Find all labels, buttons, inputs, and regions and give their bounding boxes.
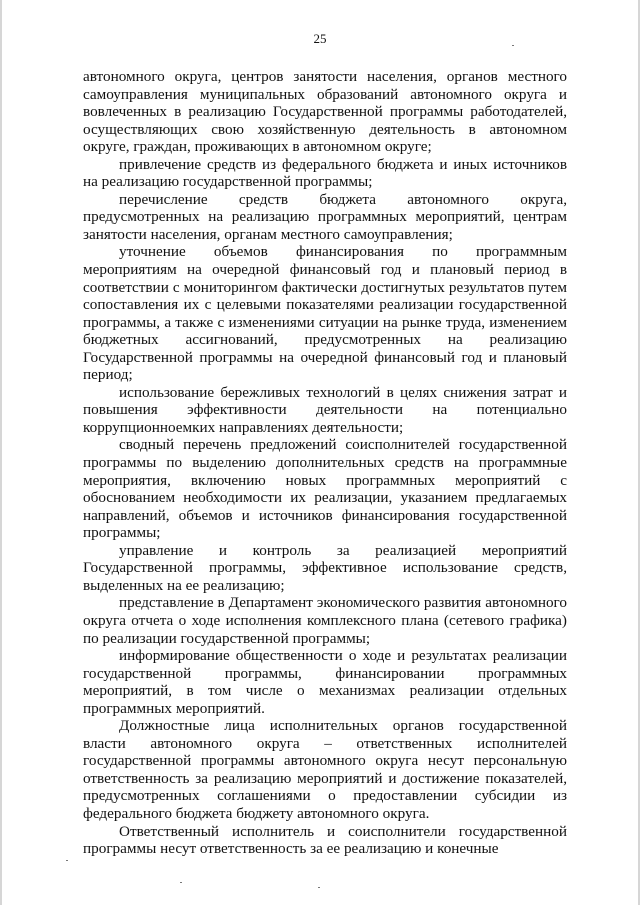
scan-speck — [318, 887, 320, 888]
paragraph: привлечение средств из федерального бюджета и иных источников на реализацию государственной программы; — [83, 155, 567, 191]
paragraph: сводный перечень предложений соисполнителей государственной программы по выделению дополнительных средств на программные мероприятия, включению новых программных мероприятий с обоснованием необходимости их реализации, указанием предлагаемых направлений, объемов и источников финансирования государственной программы; — [83, 436, 567, 542]
paragraph: уточнение объемов финансирования по программным мероприятиям на очередной финансовый год и плановый период в соответствии с мониторингом фактически достигнутых результатов путем сопоставления их с целевыми показателями реализации государственной программы, а также с изменениями ситуации на рынке труда, изменением бюджетных ассигнований, предусмотренных на реализацию Государственной программы на очередной финансовый год и плановый период; — [83, 243, 567, 384]
paragraph: управление и контроль за реализацией мероприятий Государственной программы, эффективное использование средств, выделенных на ее реализацию; — [83, 541, 567, 594]
scan-speck — [180, 882, 182, 883]
paragraph: перечисление средств бюджета автономного округа, предусмотренных на реализацию программных мероприятий, центрам занятости населения, органам местного самоуправления; — [83, 190, 567, 243]
page-number: 25 — [313, 31, 327, 46]
paragraph: информирование общественности о ходе и результатах реализации государственной программы, финансировании программных мероприятий, в том числе о механизмах реализации отдельных программных мероприятий. — [83, 647, 567, 717]
scan-speck — [512, 45, 514, 46]
paragraph: Должностные лица исполнительных органов государственной власти автономного округа – ответственных исполнителей государственной программы автономного округа несут персональную ответственность за реализацию мероприятий и достижение показателей, предусмотренных соглашениями о предоставлении субсидии из федерального бюджета бюджету автономного округа. — [83, 717, 567, 822]
scan-speck — [66, 860, 68, 861]
paragraph: автономного округа, центров занятости населения, органов местного самоуправления муниципальных образований автономного округа и вовлеченных в реализацию Государственной программы работодателей, осуществляющих свою хозяйственную деятельность в автономном округе, граждан, проживающих в автономном округе; — [83, 68, 567, 156]
paragraph: Ответственный исполнитель и соисполнители государственной программы несут ответственность за ее реализацию и конечные — [83, 822, 567, 858]
document-body — [83, 68, 567, 858]
scan-edge-left — [0, 0, 2, 905]
paragraph: использование бережливых технологий в целях снижения затрат и повышения эффективности деятельности на потенциально коррупционноемких направлениях деятельности; — [83, 383, 567, 436]
paragraph: представление в Департамент экономического развития автономного округа отчета о ходе исполнения комплексного плана (сетевого графика) по реализации государственной программы; — [83, 594, 567, 647]
